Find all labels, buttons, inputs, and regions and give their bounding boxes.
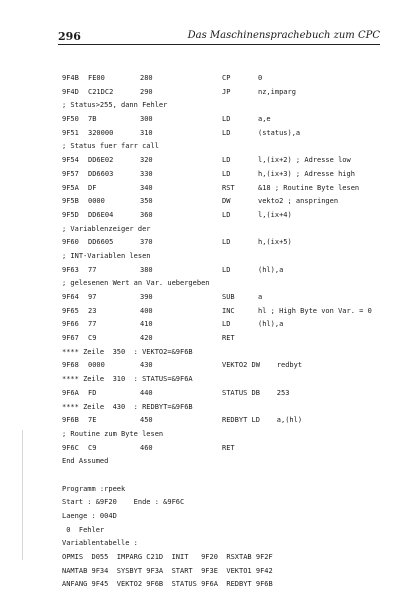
listing-text-line	[62, 565, 392, 579]
listing-address: 9F57	[62, 169, 79, 178]
listing-mnemonic: RST	[222, 183, 235, 192]
listing-instruction-line	[62, 86, 392, 100]
listing-text: 0 Fehler	[62, 525, 105, 534]
listing-instruction-line	[62, 209, 392, 223]
listing-mnemonic: LD	[222, 156, 231, 165]
listing-text: End Assumed	[62, 457, 109, 466]
listing-mnemonic: JP	[222, 87, 231, 96]
listing-address: 9F66	[62, 320, 79, 329]
listing-instruction-line	[62, 387, 392, 401]
listing-address: 9F54	[62, 156, 79, 165]
listing-text: ; Status fuer farr call	[62, 142, 159, 151]
listing-operand: nz,imparg	[258, 87, 296, 96]
listing-mnemonic: RET	[222, 443, 235, 452]
listing-line-number: 290	[140, 87, 153, 96]
listing-text-line	[62, 346, 392, 360]
listing-instruction-line	[62, 72, 392, 86]
listing-opcode: 7E	[88, 416, 97, 425]
listing-text-line	[62, 277, 392, 291]
listing-instruction-line	[62, 168, 392, 182]
listing-operand: &18 ; Routine Byte lesen	[258, 183, 360, 192]
listing-text-line	[62, 428, 392, 442]
listing-operand: (status),a	[258, 128, 301, 137]
listing-mnemonic: SUB	[222, 293, 235, 301]
listing-text-line	[62, 537, 392, 551]
listing-text-line	[62, 223, 392, 237]
listing-opcode: 23	[88, 306, 97, 315]
listing-line-number: 450	[140, 416, 153, 425]
listing-text-line	[62, 578, 392, 592]
listing-line-number: 340	[140, 183, 153, 192]
listing-instruction-line	[62, 442, 392, 456]
assembler-listing	[62, 72, 392, 592]
listing-text: Variablentabelle :	[62, 539, 138, 548]
listing-address: 9F6C	[62, 443, 79, 452]
listing-opcode: DD6603	[88, 169, 114, 178]
listing-instruction-line	[62, 359, 392, 373]
listing-mnemonic: CP	[222, 74, 231, 82]
listing-text: OPMIS D055 IMPARG C21D INIT 9F20 RSXTAB 9F2F	[62, 553, 273, 562]
listing-operand: 0	[258, 74, 263, 82]
listing-mnemonic: DW	[222, 197, 231, 206]
listing-opcode: DD6E02	[88, 156, 114, 165]
listing-text: **** Zeile 430 : REDBYT=&9F6B	[62, 402, 193, 411]
listing-text-line	[62, 250, 392, 264]
listing-address: 9F65	[62, 306, 79, 315]
listing-instruction-line	[62, 113, 392, 127]
listing-opcode: DF	[88, 183, 97, 192]
running-title: Das Maschinensprachebuch zum CPC	[187, 30, 380, 41]
listing-text: ; INT-Variablen lesen	[62, 251, 151, 260]
listing-text-line	[62, 551, 392, 565]
listing-opcode: C21DC2	[88, 87, 114, 96]
listing-address: 9F63	[62, 265, 79, 274]
listing-line-number: 410	[140, 320, 153, 329]
listing-line-number: 310	[140, 128, 153, 137]
listing-line-number: 460	[140, 443, 153, 452]
listing-address: 9F50	[62, 115, 79, 124]
header-rule	[58, 44, 380, 45]
listing-opcode: C9	[88, 334, 97, 343]
listing-opcode: FD	[88, 388, 97, 397]
listing-operand: (hl),a	[258, 320, 284, 329]
listing-mnemonic: LD	[222, 238, 231, 247]
listing-opcode: 97	[88, 293, 97, 301]
listing-text-line	[62, 373, 392, 387]
listing-label-statement: REDBYT LD a,(hl)	[222, 416, 303, 425]
listing-address: 9F6B	[62, 416, 79, 425]
listing-text: ; Status>255, dann Fehler	[62, 101, 168, 110]
listing-text-line	[62, 401, 392, 415]
listing-mnemonic: LD	[222, 265, 231, 274]
listing-address: 9F64	[62, 293, 79, 301]
listing-line-number: 300	[140, 115, 153, 124]
listing-line-number: 280	[140, 74, 153, 82]
listing-opcode: DD6605	[88, 238, 114, 247]
listing-text: ANFANG 9F45 VEKTO2 9F6B STATUS 9F6A REDBYT 9F6B	[62, 580, 273, 589]
listing-mnemonic: RET	[222, 334, 235, 343]
listing-operand: hl ; High Byte von Var. = 0	[258, 306, 372, 315]
listing-mnemonic: LD	[222, 320, 231, 329]
listing-text-line	[62, 496, 392, 510]
listing-instruction-line	[62, 318, 392, 332]
listing-label-statement: VEKTO2 DW redbyt	[222, 361, 303, 370]
listing-line-number: 370	[140, 238, 153, 247]
listing-line-number: 330	[140, 169, 153, 178]
scan-margin-mark	[22, 430, 23, 560]
listing-text-line	[62, 455, 392, 469]
listing-instruction-line	[62, 182, 392, 196]
listing-text-line	[62, 99, 392, 113]
listing-gap	[62, 469, 392, 483]
listing-instruction-line	[62, 291, 392, 305]
listing-label-statement: STATUS DB 253	[222, 388, 290, 397]
listing-opcode: 0000	[88, 361, 105, 370]
listing-text: Laenge : 004D	[62, 512, 117, 520]
listing-text-line	[62, 483, 392, 497]
listing-address: 9F6A	[62, 388, 79, 397]
listing-opcode: C9	[88, 443, 97, 452]
listing-instruction-line	[62, 236, 392, 250]
listing-text: **** Zeile 350 : VEKTO2=&9F6B	[62, 347, 193, 356]
page-number: 296	[58, 30, 81, 43]
listing-instruction-line	[62, 195, 392, 209]
listing-text: NAMTAB 9F34 SYSBYT 9F3A START 9F3E VEKTO1 9F42	[62, 566, 273, 575]
listing-mnemonic: LD	[222, 169, 231, 178]
listing-mnemonic: LD	[222, 128, 231, 137]
listing-text-line	[62, 524, 392, 538]
listing-opcode: 7B	[88, 115, 97, 124]
listing-opcode: 77	[88, 265, 97, 274]
listing-mnemonic: INC	[222, 306, 235, 315]
listing-opcode: FE00	[88, 74, 105, 82]
listing-text: ; Routine zum Byte lesen	[62, 429, 164, 438]
listing-operand: a,e	[258, 115, 271, 124]
listing-text: ; Variablenzeiger der	[62, 224, 151, 233]
listing-mnemonic: LD	[222, 115, 231, 124]
listing-address: 9F5B	[62, 197, 79, 206]
listing-address: 9F67	[62, 334, 79, 343]
listing-line-number: 420	[140, 334, 153, 343]
listing-text: **** Zeile 310 : STATUS=&9F6A	[62, 375, 193, 384]
listing-mnemonic: LD	[222, 210, 231, 219]
listing-address: 9F60	[62, 238, 79, 247]
listing-operand: h,(ix+5)	[258, 238, 292, 247]
listing-opcode: DD6E04	[88, 210, 114, 219]
listing-address: 9F4B	[62, 74, 79, 82]
page-header	[58, 30, 380, 48]
listing-address: 9F68	[62, 361, 79, 370]
listing-text-line	[62, 140, 392, 154]
listing-line-number: 430	[140, 361, 153, 370]
listing-address: 9F4D	[62, 87, 79, 96]
listing-instruction-line	[62, 305, 392, 319]
listing-address: 9F51	[62, 128, 79, 137]
listing-line-number: 380	[140, 265, 153, 274]
listing-instruction-line	[62, 264, 392, 278]
listing-opcode: 320000	[88, 128, 114, 137]
listing-text: Start : &9F20 Ende : &9F6C	[62, 498, 185, 507]
listing-line-number: 400	[140, 306, 153, 315]
listing-operand: vekto2 ; anspringen	[258, 197, 339, 206]
listing-instruction-line	[62, 332, 392, 346]
listing-opcode: 77	[88, 320, 97, 329]
listing-line-number: 320	[140, 156, 153, 165]
listing-opcode: 0000	[88, 197, 105, 206]
listing-text-line	[62, 510, 392, 524]
listing-operand: a	[258, 293, 263, 301]
listing-line-number: 360	[140, 210, 153, 219]
listing-address: 9F5D	[62, 210, 79, 219]
listing-instruction-line	[62, 154, 392, 168]
listing-instruction-line	[62, 127, 392, 141]
listing-line-number: 350	[140, 197, 153, 206]
listing-operand: (hl),a	[258, 265, 284, 274]
listing-text: Programm :rpeek	[62, 484, 126, 493]
listing-operand: h,(ix+3) ; Adresse high	[258, 169, 355, 178]
listing-operand: l,(ix+2) ; Adresse low	[258, 156, 351, 165]
listing-text: ; gelesenen Wert an Var. uebergeben	[62, 279, 210, 288]
listing-operand: l,(ix+4)	[258, 210, 292, 219]
listing-address: 9F5A	[62, 183, 79, 192]
listing-instruction-line	[62, 414, 392, 428]
listing-line-number: 440	[140, 388, 153, 397]
listing-line-number: 390	[140, 293, 153, 301]
